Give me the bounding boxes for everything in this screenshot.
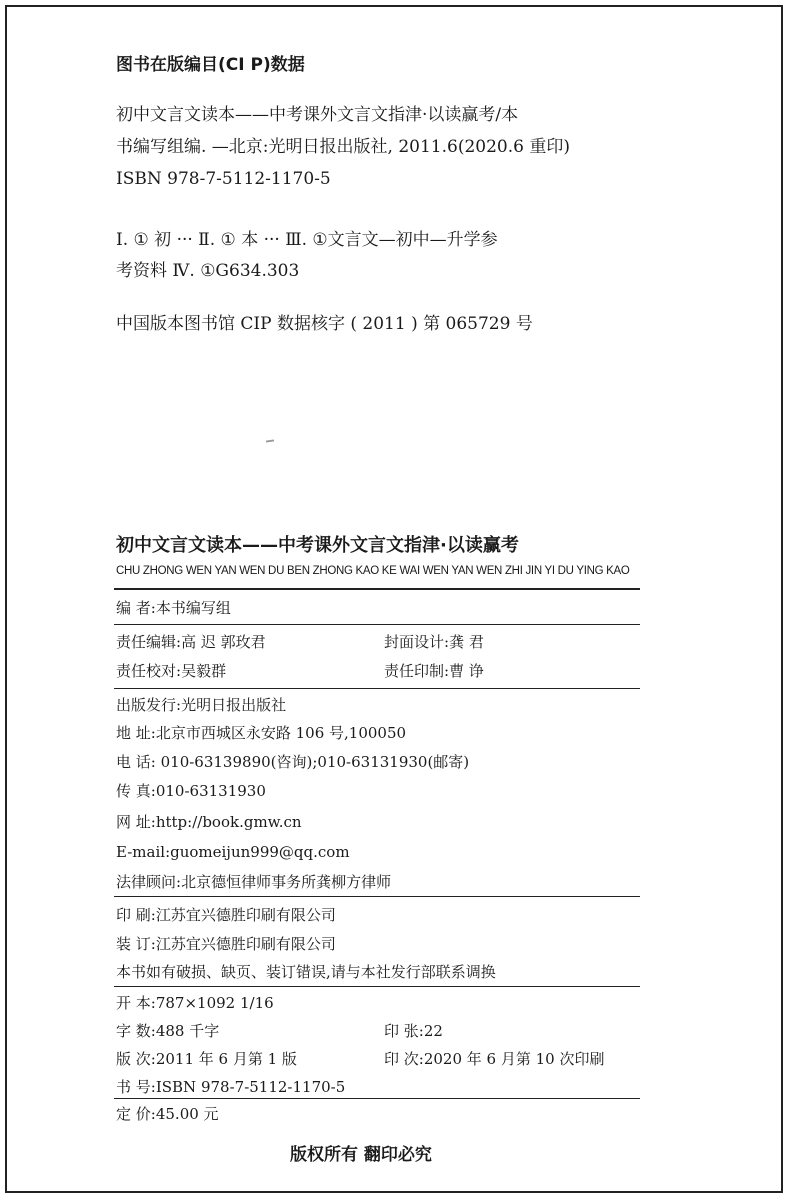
website-row <box>116 811 302 832</box>
impression-value: :2020 年 6 月第 10 次印刷 <box>418 1050 605 1068</box>
binder-value: :江苏宜兴德胜印刷有限公司 <box>150 935 336 953</box>
isbn-value: :ISBN 978-7-5112-1170-5 <box>150 1078 346 1096</box>
cip-line-1: 初中文言文读本——中考课外文言文指津·以读赢考/本 <box>116 105 519 125</box>
format-label: 开 本 <box>116 994 151 1012</box>
word-count-value: :488 千字 <box>150 1022 220 1040</box>
printer-value: :江苏宜兴德胜印刷有限公司 <box>150 906 336 924</box>
cip-heading: 图书在版编目(CI P)数据 <box>116 55 305 75</box>
price-value: :45.00 元 <box>150 1105 219 1123</box>
print-supervisor-value: :曹 诤 <box>444 662 484 680</box>
email-label: E-mail <box>116 843 166 861</box>
editor-value: :高 迟 郭玫君 <box>176 633 266 651</box>
editor-row <box>116 631 266 652</box>
cip-number: 中国版本图书馆 CIP 数据核字 ( 2011 ) 第 065729 号 <box>116 314 533 334</box>
publisher-value: :光明日报出版社 <box>176 696 287 714</box>
address-value: :北京市西城区永安路 106 号,100050 <box>150 724 407 742</box>
cip-line-2: 书编写组编. —北京:光明日报出版社, 2011.6(2020.6 重印) <box>116 137 570 157</box>
impression-row <box>384 1048 604 1069</box>
fax-label: 传 真 <box>116 782 151 800</box>
phone-row <box>116 751 469 772</box>
price-label: 定 价 <box>116 1105 151 1123</box>
publisher-label: 出版发行 <box>116 696 177 714</box>
isbn-row <box>116 1076 345 1097</box>
cover-design-row <box>384 631 484 652</box>
lawyer-value: :北京德恒律师事务所龚柳方律师 <box>176 873 392 891</box>
edition-row <box>116 1048 297 1069</box>
book-title: 初中文言文读本——中考课外文言文指津·以读赢考 <box>116 535 519 556</box>
divider <box>114 986 640 987</box>
printer-row <box>116 904 336 925</box>
publisher-row <box>116 694 286 715</box>
sheets-row <box>384 1020 443 1041</box>
address-label: 地 址 <box>116 724 151 742</box>
word-count-label: 字 数 <box>116 1022 151 1040</box>
author-row <box>116 597 231 618</box>
phone-value: : 010-63139890(咨询);010-63131930(邮寄) <box>150 753 470 771</box>
defect-notice: 本书如有破损、缺页、装订错误,请与本社发行部联系调换 <box>116 963 496 981</box>
divider <box>114 688 640 689</box>
cover-design-value: :龚 君 <box>444 633 484 651</box>
print-supervisor-row <box>384 660 484 681</box>
author-value: :本书编写组 <box>150 599 231 617</box>
print-supervisor-label: 责任印制 <box>384 662 445 680</box>
edition-value: :2011 年 6 月第 1 版 <box>150 1050 297 1068</box>
fax-row <box>116 780 266 801</box>
proofreader-label: 责任校对 <box>116 662 177 680</box>
classification-line-1: Ⅰ. ① 初 ··· Ⅱ. ① 本 ··· Ⅲ. ①文言文—初中—升学参 <box>116 230 498 250</box>
address-row <box>116 722 406 743</box>
phone-label: 电 话 <box>116 753 151 771</box>
cover-design-label: 封面设计 <box>384 633 445 651</box>
author-label: 编 者 <box>116 599 151 617</box>
cip-line-3: ISBN 978-7-5112-1170-5 <box>116 169 331 189</box>
divider-thick <box>114 588 640 590</box>
editor-label: 责任编辑 <box>116 633 177 651</box>
divider <box>114 624 640 625</box>
proofreader-row <box>116 660 226 681</box>
proofreader-value: :吴毅群 <box>176 662 227 680</box>
email-value: :guomeijun999@qq.com <box>165 843 350 861</box>
edition-label: 版 次 <box>116 1050 151 1068</box>
copyright-notice: 版权所有 翻印必究 <box>290 1145 432 1165</box>
divider <box>114 896 640 897</box>
impression-label: 印 次 <box>384 1050 419 1068</box>
fax-value: :010-63131930 <box>150 782 266 800</box>
classification-line-2: 考资料 Ⅳ. ①G634.303 <box>116 261 300 281</box>
book-title-pinyin: CHU ZHONG WEN YAN WEN DU BEN ZHONG KAO KE WAI WEN YAN WEN ZHI JIN YI DU YING KAO <box>116 565 630 577</box>
website-label: 网 址 <box>116 813 151 831</box>
price-row <box>116 1103 219 1124</box>
binder-label: 装 订 <box>116 935 151 953</box>
lawyer-label: 法律顾问 <box>116 873 177 891</box>
lawyer-row <box>116 871 391 892</box>
word-count-row <box>116 1020 219 1041</box>
sheets-label: 印 张 <box>384 1022 419 1040</box>
isbn-label: 书 号 <box>116 1078 151 1096</box>
binder-row <box>116 933 336 954</box>
printer-label: 印 刷 <box>116 906 151 924</box>
sheets-value: :22 <box>418 1022 443 1040</box>
divider <box>114 1098 640 1099</box>
format-value: :787×1092 1/16 <box>150 994 274 1012</box>
format-row <box>116 992 274 1013</box>
website-value: :http://book.gmw.cn <box>150 813 302 831</box>
email-row <box>116 843 350 861</box>
